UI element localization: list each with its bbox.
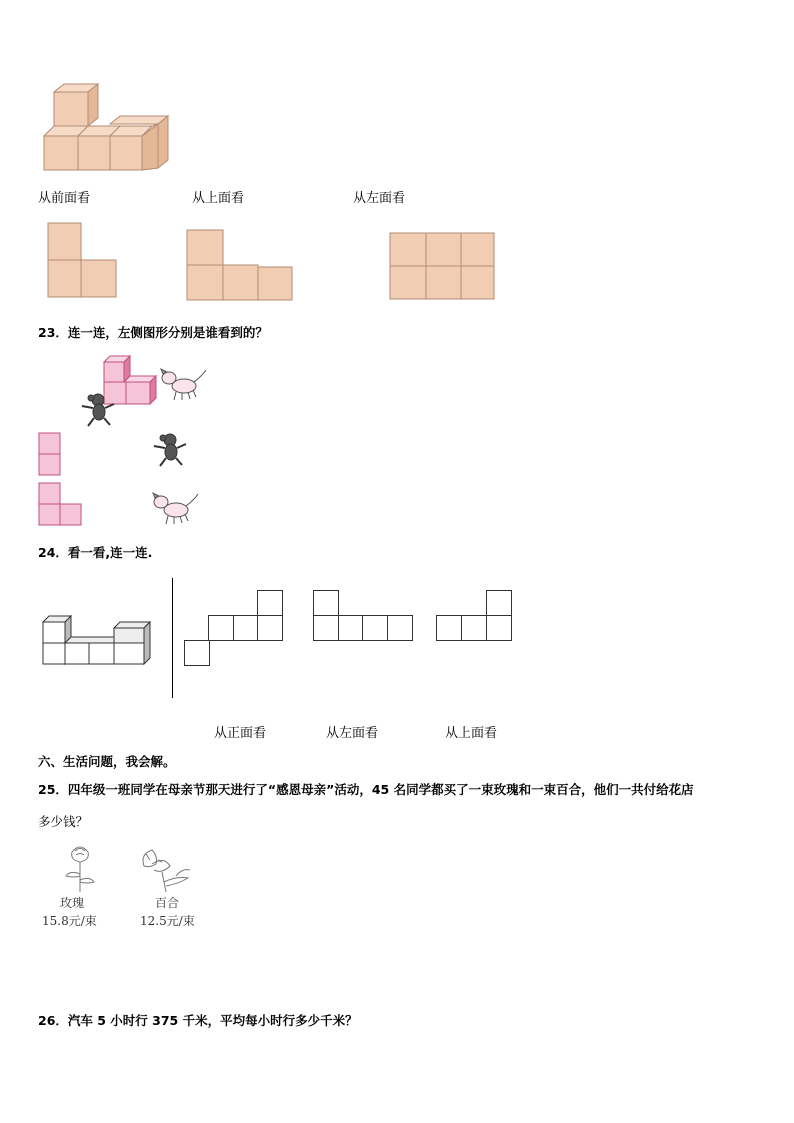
q24-view-left: 从左面看 (326, 726, 379, 741)
lily-name: 百合 (155, 896, 180, 910)
view-label-front: 从前面看 (38, 191, 91, 206)
question-25-line2: 多少钱？ (38, 814, 89, 829)
q24-view-front: 从正面看 (214, 726, 267, 741)
monkey-icon (152, 432, 190, 468)
view-label-top: 从上面看 (192, 191, 245, 206)
view-label-left: 从左面看 (353, 191, 406, 206)
q24-view-top: 从上面看 (445, 726, 498, 741)
section-6-heading: 六、生活问题，我会解。 (38, 754, 176, 769)
q22-cube-figure (40, 80, 175, 175)
divider-line (172, 578, 173, 698)
q22-view-left-drawing (389, 232, 496, 302)
lily-price: 12.5元/束 (140, 914, 195, 928)
rose-icon (60, 842, 100, 894)
q22-view-front-drawing (47, 222, 119, 300)
question-24: 24．看一看,连一连. (38, 545, 153, 560)
question-26: 26．汽车 5 小时行 375 千米，平均每小时行多少千米？ (38, 1013, 358, 1028)
question-23: 23．连一连，左侧图形分别是谁看到的？ (38, 325, 268, 340)
monkey-icon (80, 392, 118, 428)
q24-cube-figure (40, 612, 155, 668)
question-25-line1: 25．四年级一班同学在母亲节那天进行了“感恩母亲”活动，45 名同学都买了一束玫瑰和一束百合，他们一共付给花店 (38, 782, 694, 797)
dog-icon (160, 366, 208, 402)
lily-icon (136, 846, 196, 894)
rose-price: 15.8元/束 (42, 914, 97, 928)
rose-name: 玫瑰 (60, 896, 85, 910)
q22-view-top-drawing (186, 229, 294, 302)
q23-view-a-drawing (38, 432, 62, 476)
q23-view-b-drawing (38, 482, 83, 526)
dog-icon (152, 490, 200, 526)
